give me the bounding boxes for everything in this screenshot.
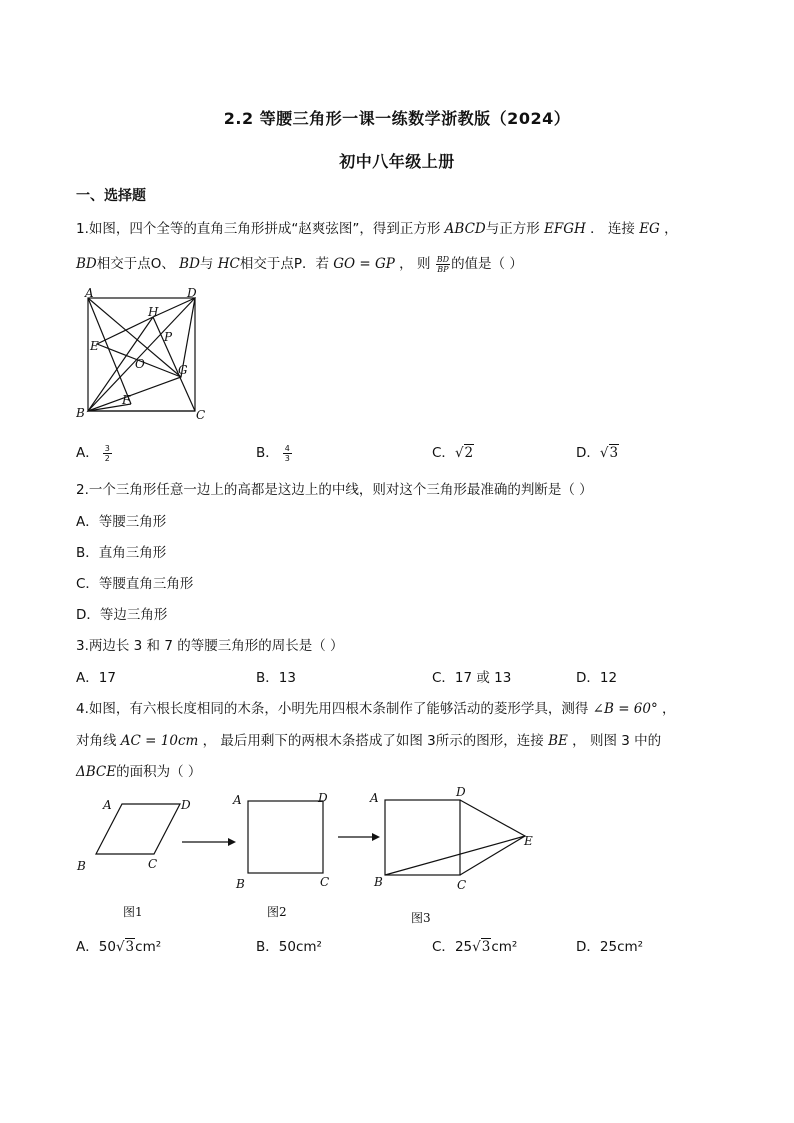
section-heading: 一、选择题: [76, 188, 146, 204]
fig1-point-label-b: B: [77, 859, 86, 873]
q1-point-label-p: P: [164, 330, 173, 344]
q2-option-c[interactable]: C．等腰直角三角形: [76, 576, 194, 592]
q2-option-b[interactable]: B．直角三角形: [76, 545, 167, 561]
q4-option-d[interactable]: D．25cm²: [576, 939, 644, 955]
fraction-bd-bp: $\frac{BD}{BP}$: [436, 254, 450, 274]
math-go-gp: GO = GP: [333, 256, 395, 272]
fig3-point-label-a: A: [370, 791, 379, 805]
q4-option-c[interactable]: C．25√3cm²: [432, 939, 518, 955]
q1-option-b[interactable]: B． $\frac{4}{3}$: [256, 443, 290, 463]
fig1-point-label-d: D: [181, 798, 191, 812]
sqrt-symbol: √3: [599, 445, 619, 461]
math-ac: AC = 10cm: [120, 733, 199, 749]
q3-option-d[interactable]: D．12: [576, 670, 618, 686]
q2-option-a[interactable]: A．等腰三角形: [76, 514, 167, 530]
q1-text-line1: 1.如图，四个全等的直角三角形拼成“赵爽弦图”，得到正方形 ABCD与正方形 EFGH ． 连接 EG ，: [76, 221, 678, 237]
fig3-segment-be: [385, 836, 525, 875]
q1-point-label-g: G: [178, 363, 188, 377]
q3-option-c[interactable]: C．17 或 13: [432, 670, 512, 686]
fig1-point-label-c: C: [148, 857, 158, 871]
fig2-point-label-b: B: [236, 877, 245, 891]
fig3-caption: 图3: [411, 911, 431, 925]
q2-option-d[interactable]: D．等边三角形: [76, 607, 168, 623]
q1-point-label-c: C: [196, 408, 206, 422]
q1-figure-zhaoshuang-diagram: [76, 286, 216, 426]
fig3-point-label-d: D: [456, 785, 466, 799]
fig1-point-label-a: A: [103, 798, 112, 812]
q1-point-label-f: F: [122, 393, 131, 407]
q1-option-a[interactable]: A． $\frac{3}{2}$: [76, 443, 110, 463]
fig2-square: [248, 801, 323, 873]
fig3-point-label-c: C: [457, 878, 467, 892]
fig3-point-label-b: B: [374, 875, 383, 889]
sqrt-symbol: √2: [454, 445, 474, 461]
fig3-point-label-e: E: [524, 834, 533, 848]
q4-figures: [70, 782, 550, 892]
q1-point-label-h: H: [148, 305, 159, 319]
q4-text-line3: ΔBCE的面积为（ ）: [76, 764, 202, 780]
q1-point-label-e: E: [90, 339, 99, 353]
q1-point-label-d: D: [187, 286, 197, 300]
q1-point-label-a: A: [85, 286, 94, 300]
q1-text-line2: BD相交于点O、 BD与 HC相交于点P．若 GO = GP ， 则 $\frac{BD}{BP}$ 的值是（ ）: [76, 254, 523, 274]
math-abcd: ABCD: [444, 221, 486, 237]
math-angle-b: ∠B = 60°: [592, 701, 658, 717]
fig1-caption: 图1: [123, 905, 143, 919]
math-eg: EG: [639, 221, 660, 237]
fig2-caption: 图2: [267, 905, 287, 919]
q1-option-d[interactable]: D．√3: [576, 445, 619, 461]
q1-point-label-o: O: [135, 357, 145, 371]
math-triangle-bce: ΔBCE: [76, 764, 117, 780]
fig3-triangle: [460, 800, 525, 875]
q3-option-a[interactable]: A．17: [76, 670, 116, 686]
fig2-point-label-c: C: [320, 875, 330, 889]
fig2-point-label-a: A: [233, 793, 242, 807]
sqrt-symbol: √3: [115, 939, 135, 955]
q4-text-line2: 对角线 AC = 10cm ， 最后用剩下的两根木条搭成了如图 3所示的图形，连接 BE ， 则图 3 中的: [76, 733, 662, 749]
q4-option-a[interactable]: A．50√3cm²: [76, 939, 162, 955]
q4-text-line1: 4.如图，有六根长度相同的木条，小明先用四根木条制作了能够活动的菱形学具，测得 ∠B = 60° ，: [76, 701, 676, 717]
q2-text: 2.一个三角形任意一边上的高都是这边上的中线，则对这个三角形最准确的判断是（ ）: [76, 482, 593, 498]
q1-point-label-b: B: [76, 406, 85, 420]
sqrt-symbol: √3: [472, 939, 491, 955]
document-subtitle: 初中八年级上册: [339, 152, 455, 171]
q1-option-c[interactable]: C．√2: [432, 445, 474, 461]
fig3-square: [385, 800, 460, 875]
q4-option-b[interactable]: B．50cm²: [256, 939, 322, 955]
math-efgh: EFGH: [544, 221, 586, 237]
q3-option-b[interactable]: B．13: [256, 670, 296, 686]
q3-text: 3.两边长 3 和 7 的等腰三角形的周长是（ ）: [76, 638, 344, 654]
document-title: 2.2 等腰三角形一课一练数学浙教版（2024）: [223, 109, 571, 128]
fig2-point-label-d: D: [318, 791, 328, 805]
